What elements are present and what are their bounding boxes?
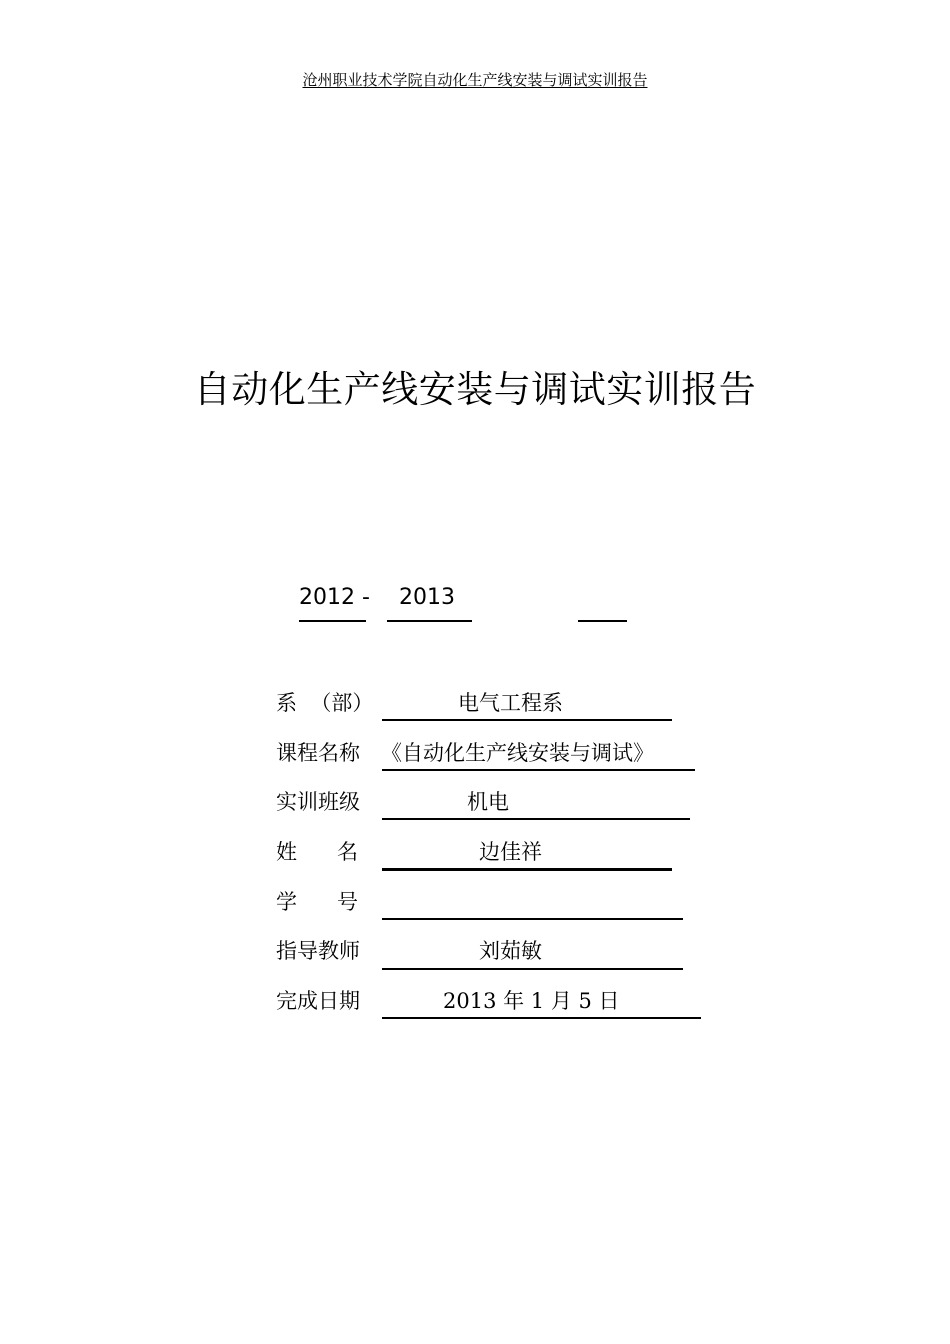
- field-underline-class: [382, 818, 690, 820]
- field-label-course: 课程名称: [276, 741, 360, 765]
- field-label-student-id: 学 号: [276, 890, 359, 914]
- field-value-department: 电气工程系: [458, 691, 563, 715]
- field-label-date: 完成日期: [276, 989, 360, 1013]
- year-end-underline: [387, 620, 472, 622]
- year-end: 2013: [399, 585, 455, 610]
- year-start-underline: [299, 620, 366, 622]
- running-header: [0, 70, 950, 90]
- year-blank-underline: [578, 620, 627, 622]
- field-value-instructor: 刘茹敏: [479, 939, 542, 963]
- field-value-date: 2013 年 1 月 5 日: [443, 989, 620, 1013]
- field-value-name: 边佳祥: [479, 840, 542, 864]
- field-label-department: 系 （部）: [276, 691, 374, 715]
- running-header-text: 沧州职业技术学院自动化生产线安装与调试实训报告: [302, 71, 648, 89]
- field-underline-course: [382, 769, 695, 771]
- report-title: 自动化生产线安装与调试实训报告: [193, 368, 757, 411]
- field-underline-instructor: [382, 968, 683, 970]
- field-underline-date: [382, 1017, 701, 1019]
- field-underline-department: [382, 719, 672, 721]
- field-label-class: 实训班级: [276, 790, 360, 814]
- year-start: 2012 -: [299, 585, 370, 610]
- field-value-class: 机电: [467, 790, 509, 814]
- field-underline-student-id: [382, 918, 683, 920]
- field-label-instructor: 指导教师: [276, 939, 360, 963]
- field-label-name: 姓 名: [276, 840, 359, 864]
- field-underline-name: [382, 868, 672, 871]
- field-value-course: 《自动化生产线安装与调试》: [381, 741, 654, 765]
